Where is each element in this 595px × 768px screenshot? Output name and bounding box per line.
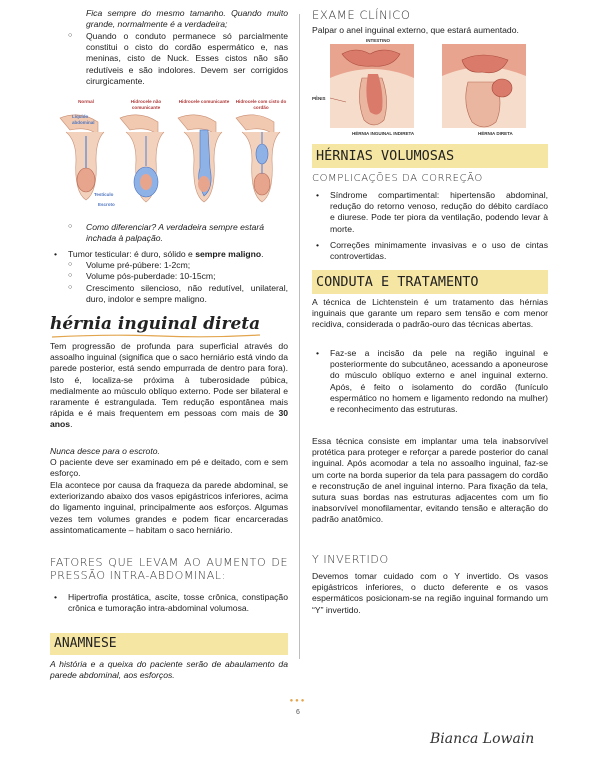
tumor-suffix: . [261, 249, 264, 259]
conduta-paragraph-2: Essa técnica consiste em implantar uma tela inabsorvível protética para proteger e reforçar a parede posterior do canal inguinal. Após acomodar a tela no assoalho inguinal, faz-se um corte na borda superior da tela para passagem do cordão e reconstrução de anel inguinal interno. Para fixação da tela, sutura suas bordas nas estruturas adjacentes com um fio inabsorvível monofilamentar, evitando tensão e alteração do padrão anatômico. [312, 436, 548, 525]
exam-text: Palpar o anel inguinal externo, que estará aumentado. [312, 25, 519, 35]
complications-title: COMPLICAÇÕES DA CORREÇÃO [312, 173, 483, 184]
column-divider [299, 14, 300, 659]
indirect-hernia-drawing [330, 44, 414, 128]
nuck-list [50, 31, 288, 87]
panel-communicating [178, 115, 222, 202]
figure-label-cord-cyst: Hidrocele com cisto do cordão [235, 99, 287, 110]
figure-label-communicating: Hidrocele comunicante [178, 99, 230, 104]
title-underline-decoration [50, 334, 262, 339]
hernia-illustration [312, 38, 548, 142]
list-item [50, 31, 288, 87]
list-item [50, 592, 288, 614]
conduta-title: CONDUTA E TRATAMENTO [312, 270, 548, 294]
direct-hernia-drawing [442, 44, 526, 128]
label-testicle: Testículo [94, 192, 114, 197]
direct-p1-main: Tem progressão de profunda para superficial através do assoalho inguinal (significa que o saco herniário está vindo da parede posterior, está sendo empurrada de dentro para fora). Isto é, localiza-se próxima à tuberosidade púbica, medialmente ao músculo oblíquo externo. Pode ser bilateral e raramente é estrangulada. Tem redução espontânea mais rápida e é mais frequentem em pessoas com mais de [50, 341, 288, 419]
hydrocele-figure [50, 96, 288, 214]
author-signature: Bianca Lowain [430, 731, 535, 747]
label-penis: PÊNIS [312, 96, 326, 101]
tumor-volume-prepubertal: Volume pré-púbere: 1-2cm; [86, 260, 191, 271]
tumor-bold: sempre maligno [195, 249, 262, 259]
direct-hernia-heading [50, 313, 288, 335]
direct-hernia-paragraph-1 [50, 341, 288, 430]
anamnese-title: ANAMNESE [50, 633, 288, 655]
page-number: 6 [296, 709, 300, 716]
differentiate-list [50, 222, 288, 244]
panel-noncommunicating [120, 115, 164, 202]
direct-hernia-italic: Nunca desce para o escroto. [50, 446, 160, 456]
list-item [50, 283, 288, 305]
direct-hernia-paragraph-3: Ela acontece por causa da fraqueza da parede abdominal, se exteriorizando abaixo dos vasos epigástricos inferiores, acima do ligamento inguinal, principalmente aos esforços. Algumas vezes tem volumes grandes e podem ficar encarceradas assintomaticamente – habitam o saco herniário. [50, 480, 288, 535]
complications-list [312, 190, 548, 262]
factors-list [50, 592, 288, 614]
direct-hernia-paragraph-2: O paciente deve ser examinado em pé e deitado, com e sem esforço. [50, 457, 288, 479]
complication-compartment: Síndrome compartimental: hipertensão abdominal, redução do retorno venoso, redução do débito cardíaco e diurese. Pode ter piora da ventilação, podendo levar à morte. [330, 190, 548, 234]
figure-label-normal: Normal [78, 99, 94, 104]
list-item [50, 271, 288, 282]
label-intestine: INTESTINO [366, 38, 391, 43]
list-item [50, 249, 288, 260]
differentiate-text: Como diferenciar? A verdadeira sempre estará inchada à palpação. [86, 222, 265, 244]
direct-p1-end: . [70, 419, 73, 430]
volumosas-title: HÉRNIAS VOLUMOSAS [312, 144, 548, 168]
factors-text: Hipertrofia prostática, ascite, tosse crônica, constipação crônica e tumoração intra-abdominal volumosa. [68, 592, 288, 614]
conduta-incision-text: Faz-se a incisão da pele na região inguinal e posteriormente do subcutâneo, acessando a aponeurose do músculo oblíquo externo e anel inguinal externo. Após, é feito o isolamento do cordão (funículo espermático no homem e ligamento redondo na mulher) e reconhecimento das estruturas. [330, 348, 548, 414]
label-abdominal-fluid: Líquido abdominal [72, 114, 95, 125]
label-direct-hernia: HÉRNIA DIRETA [478, 131, 513, 136]
conduta-list [312, 348, 548, 415]
tumor-list [50, 249, 288, 305]
panel-cord-cyst [236, 115, 280, 202]
conduta-paragraph-1: A técnica de Lichtenstein é um tratamento das hérnias inguinais que garante um reparo sem tensão e com menor recidiva, considerada o padrão-ouro das técnicas abertas. [312, 297, 548, 330]
direct-p1-bold: 30 anos [50, 408, 288, 430]
list-item [50, 260, 288, 271]
list-item [312, 348, 548, 415]
anamnese-text: A história e a queixa do paciente serão de abaulamento da parede abdominal, aos esforços. [50, 659, 288, 681]
label-indirect-hernia: HÉRNIA INGUINAL INDIRETA [352, 131, 415, 136]
list-item [50, 222, 288, 244]
page-dots-decoration: ●●● [289, 698, 307, 704]
tumor-growth: Crescimento silencioso, não redutível, unilateral, duro, indolor e sempre maligno. [86, 282, 288, 304]
figure-label-noncommunicating: Hidrocele não comunicante [130, 99, 162, 110]
complication-minimally-invasive: Correções minimamente invasivas e o uso de cintas controvertidas. [330, 239, 548, 261]
tumor-prefix: Tumor testicular: é duro, sólido e [68, 249, 196, 259]
direct-hernia-title: hérnia inguinal direta [50, 314, 261, 334]
hernia-figure [312, 38, 548, 142]
factors-title: FATORES QUE LEVAM AO AUMENTO DE PRESSÃO INTRA-ABDOMINAL: [50, 556, 288, 583]
intro-italic-text: Fica sempre do mesmo tamanho. Quando muito grande, normalmente é a verdadeira; [86, 8, 288, 30]
y-inverted-text: Devemos tomar cuidado com o Y invertido. Os vasos epigástricos inferiores, o ducto deferente e os vasos espermáticos posicionam-se na região inguinal formando um “Y” invertido. [312, 571, 548, 615]
label-scrotum: Escroto [98, 202, 115, 207]
tumor-volume-postpubertal: Volume pós-puberdade: 10-15cm; [86, 271, 216, 282]
y-inverted-title: Y INVERTIDO [312, 553, 389, 566]
exam-title: EXAME CLÍNICO [312, 8, 411, 22]
list-item [312, 240, 548, 262]
nuck-text: Quando o conduto permanece só parcialmente constitui o cisto do cordão espermático e, nas meninas, cisto de Nuck. Esses cistos não são redutíveis e são indolores. Devem ser corrigidos cirurgicamente. [86, 31, 288, 86]
panel-normal [60, 115, 104, 200]
list-item [312, 190, 548, 235]
